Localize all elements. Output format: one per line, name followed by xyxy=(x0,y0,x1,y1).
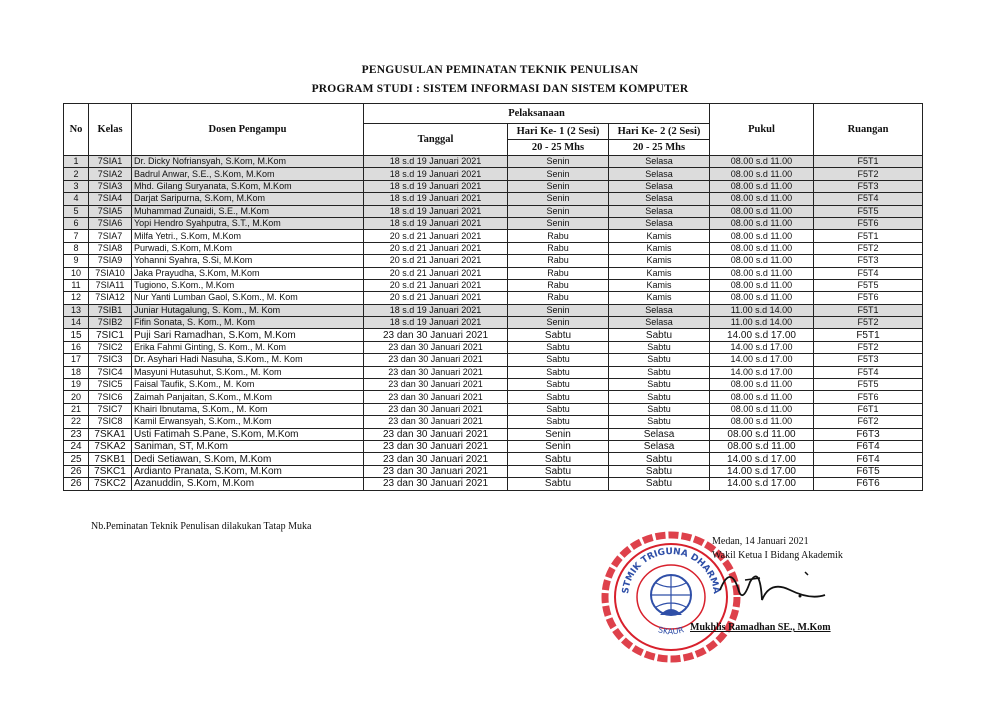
table-row xyxy=(64,428,923,440)
cell-tanggal: 23 dan 30 Januari 2021 xyxy=(364,391,508,403)
cell-kelas: 7SIA6 xyxy=(89,217,132,229)
table-row xyxy=(64,193,923,205)
cell-dosen: Milfa Yetri., S.Kom, M.Kom xyxy=(132,230,364,242)
cell-tanggal: 20 s.d 21 Januari 2021 xyxy=(364,230,508,242)
cell-tanggal: 23 dan 30 Januari 2021 xyxy=(364,453,508,465)
cell-pukul: 08.00 s.d 11.00 xyxy=(710,156,814,168)
table-row xyxy=(64,403,923,415)
cell-hari2: Kamis xyxy=(609,255,710,267)
header-ruangan: Ruangan xyxy=(814,104,923,156)
cell-no: 3 xyxy=(64,180,89,192)
cell-pukul: 08.00 s.d 11.00 xyxy=(710,180,814,192)
cell-hari2: Sabtu xyxy=(609,329,710,341)
cell-ruangan: F5T5 xyxy=(814,279,923,291)
cell-hari2: Selasa xyxy=(609,440,710,452)
cell-no: 1 xyxy=(64,156,89,168)
cell-pukul: 08.00 s.d 11.00 xyxy=(710,255,814,267)
cell-hari1: Senin xyxy=(508,180,609,192)
document-title: PENGUSULAN PEMINATAN TEKNIK PENULISAN xyxy=(361,64,639,76)
cell-ruangan: F5T2 xyxy=(814,317,923,329)
cell-tanggal: 23 dan 30 Januari 2021 xyxy=(364,329,508,341)
cell-kelas: 7SIB1 xyxy=(89,304,132,316)
cell-tanggal: 20 s.d 21 Januari 2021 xyxy=(364,255,508,267)
table-row xyxy=(64,317,923,329)
table-row xyxy=(64,453,923,465)
table-row xyxy=(64,230,923,242)
cell-pukul: 14.00 s.d 17.00 xyxy=(710,341,814,353)
cell-dosen: Tugiono, S.Kom., M.Kom xyxy=(132,279,364,291)
cell-tanggal: 18 s.d 19 Januari 2021 xyxy=(364,205,508,217)
cell-kelas: 7SIA10 xyxy=(89,267,132,279)
cell-ruangan: F5T3 xyxy=(814,255,923,267)
cell-tanggal: 20 s.d 21 Januari 2021 xyxy=(364,267,508,279)
cell-pukul: 08.00 s.d 11.00 xyxy=(710,267,814,279)
cell-hari1: Sabtu xyxy=(508,341,609,353)
cell-ruangan: F5T6 xyxy=(814,391,923,403)
cell-ruangan: F6T5 xyxy=(814,465,923,477)
cell-no: 2 xyxy=(64,168,89,180)
cell-kelas: 7SIA9 xyxy=(89,255,132,267)
cell-dosen: Erika Fahmi Ginting, S. Kom., M. Kom xyxy=(132,341,364,353)
cell-no: 7 xyxy=(64,230,89,242)
cell-ruangan: F5T1 xyxy=(814,230,923,242)
cell-pukul: 08.00 s.d 11.00 xyxy=(710,292,814,304)
cell-no: 9 xyxy=(64,255,89,267)
cell-pukul: 11.00 s.d 14.00 xyxy=(710,317,814,329)
cell-dosen: Darjat Saripurna, S.Kom, M.Kom xyxy=(132,193,364,205)
cell-ruangan: F5T5 xyxy=(814,205,923,217)
table-row xyxy=(64,354,923,366)
table-row xyxy=(64,416,923,428)
cell-tanggal: 18 s.d 19 Januari 2021 xyxy=(364,217,508,229)
cell-pukul: 08.00 s.d 11.00 xyxy=(710,279,814,291)
cell-hari1: Senin xyxy=(508,193,609,205)
cell-ruangan: F6T3 xyxy=(814,428,923,440)
cell-pukul: 08.00 s.d 11.00 xyxy=(710,403,814,415)
cell-dosen: Kamil Erwansyah, S.Kom., M.Kom xyxy=(132,416,364,428)
cell-hari1: Rabu xyxy=(508,267,609,279)
cell-kelas: 7SIC5 xyxy=(89,379,132,391)
cell-hari1: Sabtu xyxy=(508,366,609,378)
cell-hari1: Sabtu xyxy=(508,329,609,341)
cell-pukul: 14.00 s.d 17.00 xyxy=(710,478,814,490)
cell-no: 13 xyxy=(64,304,89,316)
header-hari2: Hari Ke- 2 (2 Sesi) xyxy=(609,124,710,140)
cell-tanggal: 20 s.d 21 Januari 2021 xyxy=(364,279,508,291)
cell-ruangan: F5T2 xyxy=(814,341,923,353)
cell-hari2: Kamis xyxy=(609,292,710,304)
cell-tanggal: 18 s.d 19 Januari 2021 xyxy=(364,193,508,205)
cell-ruangan: F5T1 xyxy=(814,329,923,341)
cell-dosen: Dedi Setiawan, S.Kom, M.Kom xyxy=(132,453,364,465)
cell-kelas: 7SIA1 xyxy=(89,156,132,168)
cell-no: 23 xyxy=(64,428,89,440)
cell-dosen: Juniar Hutagalung, S. Kom., M. Kom xyxy=(132,304,364,316)
cell-no: 19 xyxy=(64,379,89,391)
cell-no: 8 xyxy=(64,242,89,254)
cell-hari1: Sabtu xyxy=(508,465,609,477)
cell-tanggal: 23 dan 30 Januari 2021 xyxy=(364,465,508,477)
cell-pukul: 08.00 s.d 11.00 xyxy=(710,428,814,440)
cell-hari1: Senin xyxy=(508,217,609,229)
table-row xyxy=(64,366,923,378)
cell-ruangan: F5T1 xyxy=(814,156,923,168)
cell-no: 15 xyxy=(64,329,89,341)
header-dosen: Dosen Pengampu xyxy=(132,104,364,156)
cell-dosen: Masyuni Hutasuhut, S.Kom., M. Kom xyxy=(132,366,364,378)
cell-hari2: Sabtu xyxy=(609,354,710,366)
cell-pukul: 14.00 s.d 17.00 xyxy=(710,354,814,366)
cell-dosen: Puji Sari Ramadhan, S.Kom, M.Kom xyxy=(132,329,364,341)
stamp-text-bottom: SKAUR xyxy=(657,625,685,637)
table-row xyxy=(64,205,923,217)
cell-dosen: Fifin Sonata, S. Kom., M. Kom xyxy=(132,317,364,329)
cell-ruangan: F5T5 xyxy=(814,379,923,391)
cell-ruangan: F5T3 xyxy=(814,180,923,192)
cell-dosen: Dr. Dicky Nofriansyah, S.Kom, M.Kom xyxy=(132,156,364,168)
cell-no: 14 xyxy=(64,317,89,329)
cell-tanggal: 23 dan 30 Januari 2021 xyxy=(364,428,508,440)
cell-hari1: Rabu xyxy=(508,292,609,304)
cell-dosen: Badrul Anwar, S.E., S.Kom, M.Kom xyxy=(132,168,364,180)
cell-hari1: Sabtu xyxy=(508,416,609,428)
header-hari1: Hari Ke- 1 (2 Sesi) xyxy=(508,124,609,140)
cell-tanggal: 23 dan 30 Januari 2021 xyxy=(364,341,508,353)
cell-dosen: Purwadi, S.Kom, M.Kom xyxy=(132,242,364,254)
cell-ruangan: F5T3 xyxy=(814,354,923,366)
table-row xyxy=(64,341,923,353)
cell-dosen: Yopi Hendro Syahputra, S.T., M.Kom xyxy=(132,217,364,229)
cell-pukul: 08.00 s.d 11.00 xyxy=(710,391,814,403)
header-hari2-capacity: 20 - 25 Mhs xyxy=(609,140,710,156)
cell-hari1: Sabtu xyxy=(508,379,609,391)
cell-hari1: Senin xyxy=(508,168,609,180)
cell-dosen: Ardianto Pranata, S.Kom, M.Kom xyxy=(132,465,364,477)
cell-no: 11 xyxy=(64,279,89,291)
cell-hari1: Senin xyxy=(508,317,609,329)
table-row xyxy=(64,217,923,229)
cell-kelas: 7SIC8 xyxy=(89,416,132,428)
table-row xyxy=(64,478,923,490)
cell-dosen: Mhd. Gilang Suryanata, S.Kom, M.Kom xyxy=(132,180,364,192)
cell-hari2: Sabtu xyxy=(609,465,710,477)
cell-ruangan: F5T1 xyxy=(814,304,923,316)
table-row xyxy=(64,242,923,254)
cell-kelas: 7SIC1 xyxy=(89,329,132,341)
table-row xyxy=(64,267,923,279)
cell-hari2: Sabtu xyxy=(609,379,710,391)
cell-tanggal: 23 dan 30 Januari 2021 xyxy=(364,440,508,452)
cell-ruangan: F6T4 xyxy=(814,453,923,465)
cell-ruangan: F5T2 xyxy=(814,168,923,180)
cell-hari2: Sabtu xyxy=(609,416,710,428)
cell-dosen: Yohanni Syahra, S.Si, M.Kom xyxy=(132,255,364,267)
cell-ruangan: F6T4 xyxy=(814,440,923,452)
cell-no: 4 xyxy=(64,193,89,205)
table-row xyxy=(64,255,923,267)
cell-hari1: Senin xyxy=(508,156,609,168)
cell-hari1: Rabu xyxy=(508,230,609,242)
cell-pukul: 14.00 s.d 17.00 xyxy=(710,329,814,341)
cell-kelas: 7SIA2 xyxy=(89,168,132,180)
cell-kelas: 7SIA11 xyxy=(89,279,132,291)
cell-dosen: Nur Yanti Lumban Gaol, S.Kom., M. Kom xyxy=(132,292,364,304)
cell-no: 21 xyxy=(64,403,89,415)
signer-name: Mukhlis Ramadhan SE., M.Kom xyxy=(690,622,831,633)
cell-hari1: Sabtu xyxy=(508,453,609,465)
cell-no: 10 xyxy=(64,267,89,279)
cell-no: 6 xyxy=(64,217,89,229)
cell-hari2: Selasa xyxy=(609,168,710,180)
stamp-text-top: STMIK TRIGUNA DHARMA xyxy=(621,546,721,595)
header-kelas: Kelas xyxy=(89,104,132,156)
table-row xyxy=(64,329,923,341)
cell-tanggal: 18 s.d 19 Januari 2021 xyxy=(364,180,508,192)
cell-pukul: 08.00 s.d 11.00 xyxy=(710,193,814,205)
table-row xyxy=(64,180,923,192)
cell-ruangan: F5T6 xyxy=(814,217,923,229)
cell-hari1: Sabtu xyxy=(508,478,609,490)
cell-tanggal: 20 s.d 21 Januari 2021 xyxy=(364,242,508,254)
header-pukul: Pukul xyxy=(710,104,814,156)
cell-kelas: 7SKA1 xyxy=(89,428,132,440)
cell-no: 24 xyxy=(64,440,89,452)
cell-kelas: 7SIC2 xyxy=(89,341,132,353)
cell-kelas: 7SIC3 xyxy=(89,354,132,366)
cell-kelas: 7SIC6 xyxy=(89,391,132,403)
cell-dosen: Usti Fatimah S.Pane, S.Kom, M.Kom xyxy=(132,428,364,440)
table-row xyxy=(64,168,923,180)
cell-dosen: Muhammad Zunaidi, S.E., M.Kom xyxy=(132,205,364,217)
cell-hari1: Senin xyxy=(508,205,609,217)
cell-hari1: Rabu xyxy=(508,242,609,254)
cell-kelas: 7SKC2 xyxy=(89,478,132,490)
cell-dosen: Azanuddin, S.Kom, M.Kom xyxy=(132,478,364,490)
header-pelaksanaan: Pelaksanaan xyxy=(364,104,710,124)
cell-no: 18 xyxy=(64,366,89,378)
cell-kelas: 7SKB1 xyxy=(89,453,132,465)
cell-no: 22 xyxy=(64,416,89,428)
cell-pukul: 08.00 s.d 11.00 xyxy=(710,205,814,217)
cell-kelas: 7SIA3 xyxy=(89,180,132,192)
stamp-globe-icon xyxy=(651,575,691,615)
cell-hari2: Sabtu xyxy=(609,341,710,353)
cell-dosen: Zaimah Panjaitan, S.Kom., M.Kom xyxy=(132,391,364,403)
cell-hari2: Selasa xyxy=(609,156,710,168)
cell-hari2: Kamis xyxy=(609,279,710,291)
cell-kelas: 7SIA12 xyxy=(89,292,132,304)
cell-no: 26 xyxy=(64,465,89,477)
cell-ruangan: F5T2 xyxy=(814,242,923,254)
table-row xyxy=(64,440,923,452)
cell-pukul: 14.00 s.d 17.00 xyxy=(710,465,814,477)
cell-ruangan: F6T2 xyxy=(814,416,923,428)
table-row xyxy=(64,379,923,391)
schedule-table xyxy=(63,103,923,491)
cell-hari2: Sabtu xyxy=(609,478,710,490)
cell-hari2: Selasa xyxy=(609,217,710,229)
cell-dosen: Dr. Asyhari Hadi Nasuha, S.Kom., M. Kom xyxy=(132,354,364,366)
cell-no: 20 xyxy=(64,391,89,403)
cell-hari2: Sabtu xyxy=(609,453,710,465)
header-no: No xyxy=(64,104,89,156)
cell-tanggal: 23 dan 30 Januari 2021 xyxy=(364,366,508,378)
cell-hari2: Selasa xyxy=(609,304,710,316)
cell-tanggal: 23 dan 30 Januari 2021 xyxy=(364,403,508,415)
cell-pukul: 08.00 s.d 11.00 xyxy=(710,168,814,180)
cell-hari2: Selasa xyxy=(609,317,710,329)
table-row xyxy=(64,304,923,316)
cell-hari2: Selasa xyxy=(609,428,710,440)
cell-kelas: 7SIB2 xyxy=(89,317,132,329)
cell-no: 25 xyxy=(64,453,89,465)
cell-tanggal: 23 dan 30 Januari 2021 xyxy=(364,416,508,428)
cell-hari1: Sabtu xyxy=(508,354,609,366)
cell-kelas: 7SIC7 xyxy=(89,403,132,415)
cell-tanggal: 23 dan 30 Januari 2021 xyxy=(364,478,508,490)
cell-kelas: 7SIA8 xyxy=(89,242,132,254)
cell-hari2: Kamis xyxy=(609,230,710,242)
cell-hari1: Sabtu xyxy=(508,391,609,403)
cell-ruangan: F6T1 xyxy=(814,403,923,415)
cell-pukul: 08.00 s.d 11.00 xyxy=(710,416,814,428)
cell-tanggal: 20 s.d 21 Januari 2021 xyxy=(364,292,508,304)
cell-dosen: Faisal Taufik, S.Kom., M. Kom xyxy=(132,379,364,391)
cell-pukul: 14.00 s.d 17.00 xyxy=(710,453,814,465)
cell-no: 16 xyxy=(64,341,89,353)
cell-dosen: Saniman, ST, M.Kom xyxy=(132,440,364,452)
cell-hari2: Selasa xyxy=(609,205,710,217)
cell-ruangan: F5T4 xyxy=(814,366,923,378)
table-row xyxy=(64,156,923,168)
cell-pukul: 11.00 s.d 14.00 xyxy=(710,304,814,316)
signature-place-date: Medan, 14 Januari 2021 xyxy=(712,536,809,547)
cell-dosen: Jaka Prayudha, S.Kom, M.Kom xyxy=(132,267,364,279)
cell-tanggal: 23 dan 30 Januari 2021 xyxy=(364,379,508,391)
table-row xyxy=(64,391,923,403)
cell-hari2: Sabtu xyxy=(609,366,710,378)
cell-hari1: Senin xyxy=(508,440,609,452)
cell-pukul: 08.00 s.d 11.00 xyxy=(710,379,814,391)
cell-ruangan: F5T4 xyxy=(814,193,923,205)
cell-dosen: Khairi Ibnutama, S.Kom., M. Kom xyxy=(132,403,364,415)
table-row xyxy=(64,292,923,304)
cell-tanggal: 18 s.d 19 Januari 2021 xyxy=(364,156,508,168)
header-tanggal: Tanggal xyxy=(364,124,508,156)
cell-hari2: Kamis xyxy=(609,242,710,254)
cell-no: 5 xyxy=(64,205,89,217)
header-hari1-capacity: 20 - 25 Mhs xyxy=(508,140,609,156)
handwritten-signature xyxy=(700,560,840,620)
cell-pukul: 08.00 s.d 11.00 xyxy=(710,242,814,254)
cell-kelas: 7SKC1 xyxy=(89,465,132,477)
cell-hari1: Rabu xyxy=(508,279,609,291)
cell-hari2: Sabtu xyxy=(609,391,710,403)
cell-hari1: Rabu xyxy=(508,255,609,267)
cell-kelas: 7SIA7 xyxy=(89,230,132,242)
footnote: Nb.Peminatan Teknik Penulisan dilakukan Tatap Muka xyxy=(91,521,312,532)
document-subtitle: PROGRAM STUDI : SISTEM INFORMASI DAN SISTEM KOMPUTER xyxy=(311,83,689,95)
cell-kelas: 7SIA5 xyxy=(89,205,132,217)
cell-tanggal: 18 s.d 19 Januari 2021 xyxy=(364,304,508,316)
cell-pukul: 08.00 s.d 11.00 xyxy=(710,217,814,229)
cell-kelas: 7SKA2 xyxy=(89,440,132,452)
cell-pukul: 08.00 s.d 11.00 xyxy=(710,230,814,242)
cell-no: 26 xyxy=(64,478,89,490)
cell-hari2: Selasa xyxy=(609,180,710,192)
signature-role: Wakil Ketua I Bidang Akademik xyxy=(712,550,843,561)
cell-pukul: 14.00 s.d 17.00 xyxy=(710,366,814,378)
cell-hari2: Selasa xyxy=(609,193,710,205)
cell-no: 12 xyxy=(64,292,89,304)
cell-kelas: 7SIA4 xyxy=(89,193,132,205)
table-row xyxy=(64,465,923,477)
cell-ruangan: F5T6 xyxy=(814,292,923,304)
cell-hari2: Sabtu xyxy=(609,403,710,415)
cell-tanggal: 18 s.d 19 Januari 2021 xyxy=(364,168,508,180)
cell-hari1: Senin xyxy=(508,428,609,440)
cell-tanggal: 23 dan 30 Januari 2021 xyxy=(364,354,508,366)
cell-hari2: Kamis xyxy=(609,267,710,279)
cell-ruangan: F6T6 xyxy=(814,478,923,490)
cell-tanggal: 18 s.d 19 Januari 2021 xyxy=(364,317,508,329)
cell-no: 17 xyxy=(64,354,89,366)
cell-hari1: Sabtu xyxy=(508,403,609,415)
table-row xyxy=(64,279,923,291)
cell-hari1: Senin xyxy=(508,304,609,316)
cell-pukul: 08.00 s.d 11.00 xyxy=(710,440,814,452)
cell-ruangan: F5T4 xyxy=(814,267,923,279)
cell-kelas: 7SIC4 xyxy=(89,366,132,378)
